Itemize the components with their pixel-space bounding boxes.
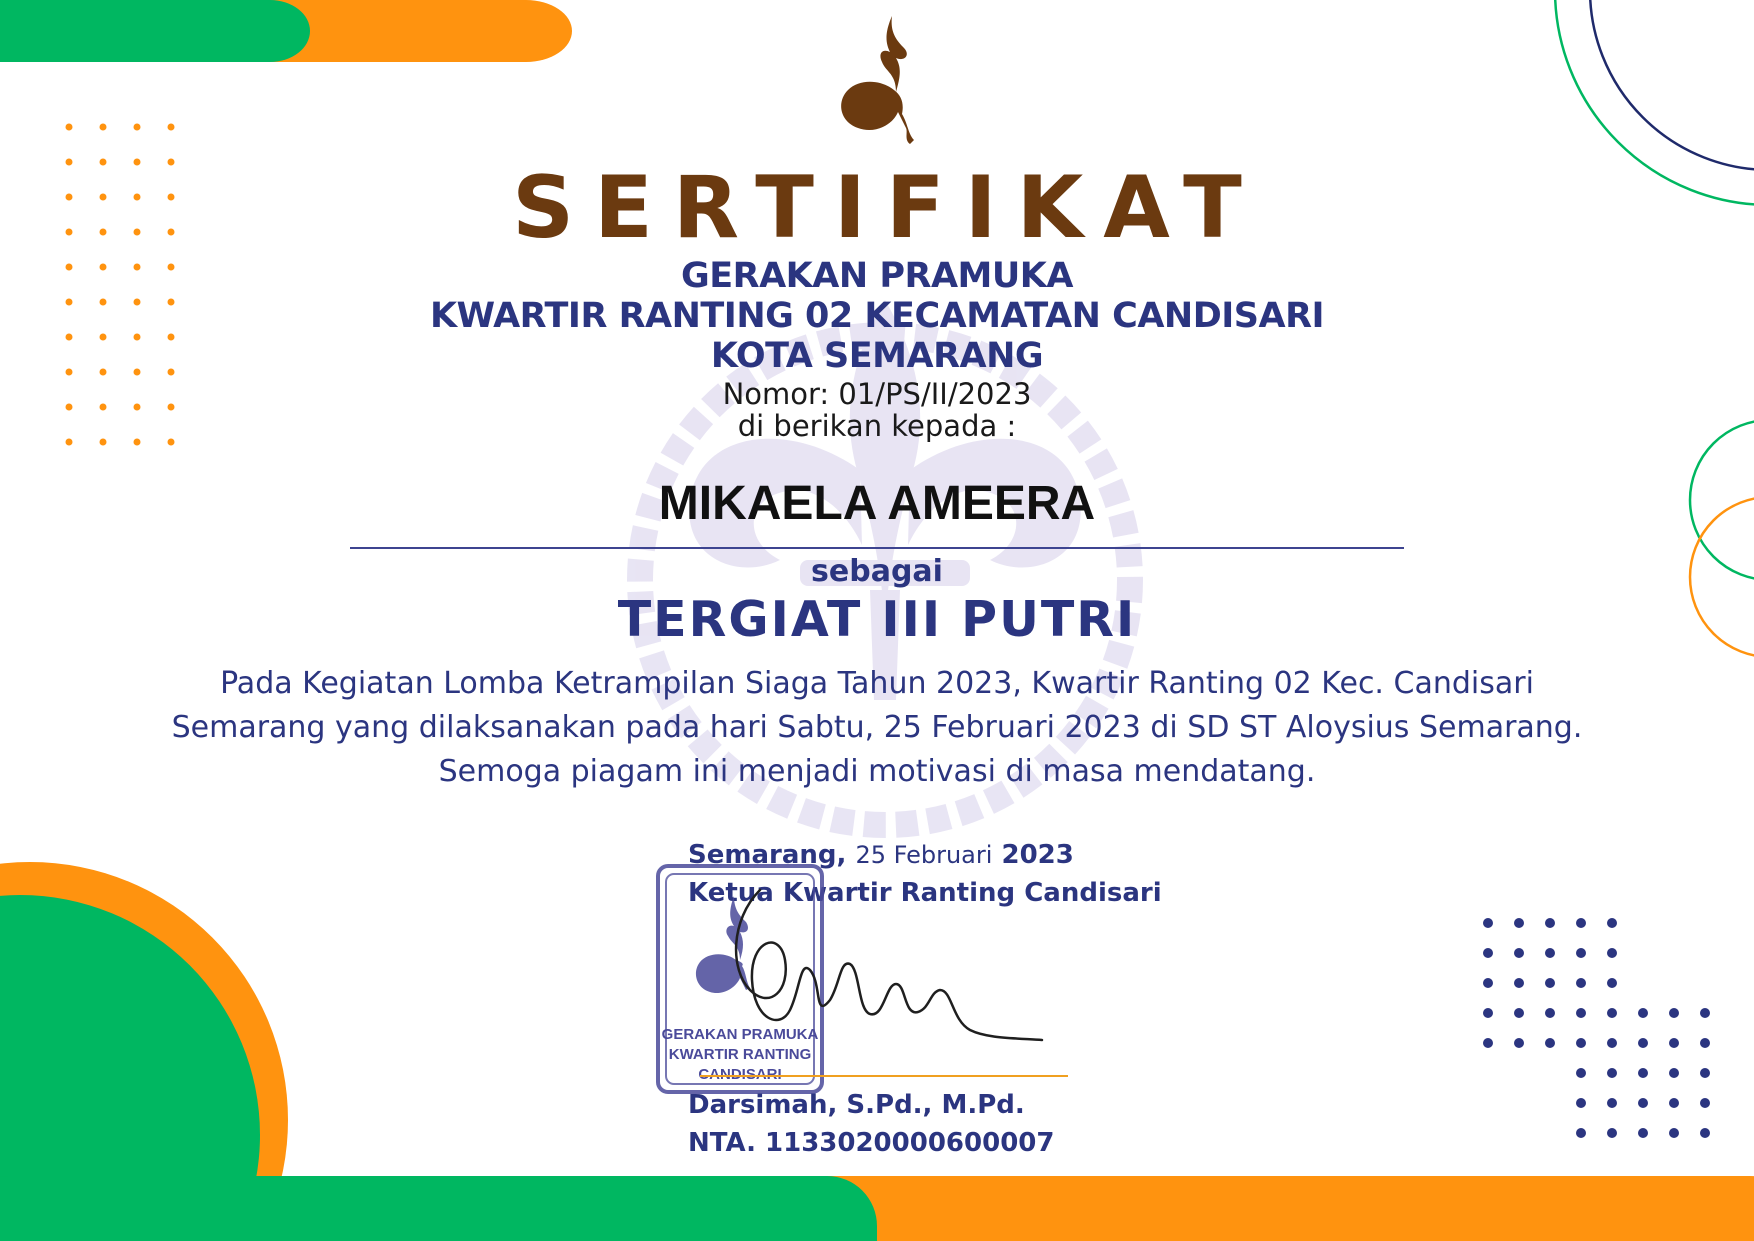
sign-day-month: 25 Februari bbox=[855, 841, 993, 869]
certificate-number: Nomor: 01/PS/II/2023 bbox=[722, 377, 1032, 411]
signature-line bbox=[700, 1075, 1068, 1077]
description-line-1: Pada Kegiatan Lomba Ketrampilan Siaga Tahun 2023, Kwartir Ranting 02 Kec. Candisari bbox=[220, 666, 1534, 701]
name-underline bbox=[350, 547, 1404, 549]
signer-position: Ketua Kwartir Ranting Candisari bbox=[688, 878, 1162, 908]
recipient-role: TERGIAT III PUTRI bbox=[617, 591, 1137, 648]
top-green-bar bbox=[0, 0, 310, 62]
sign-year: 2023 bbox=[1001, 840, 1074, 870]
certificate-title: SERTIFIKAT bbox=[512, 158, 1262, 258]
navy-ring-top bbox=[1590, 0, 1754, 170]
signer-id: NTA. 1133020000600007 bbox=[688, 1128, 1055, 1158]
bottom-green-bar bbox=[0, 1176, 877, 1241]
handwritten-signature bbox=[690, 880, 1070, 1070]
stamp-line-1: GERAKAN PRAMUKA bbox=[661, 1026, 819, 1043]
as-label: sebagai bbox=[811, 554, 943, 589]
given-to-label: di berikan kepada : bbox=[737, 409, 1017, 443]
pramuka-tunas-kelapa-icon bbox=[830, 14, 926, 150]
navy-dot-grid bbox=[1483, 918, 1710, 1138]
signer-name: Darsimah, S.Pd., M.Pd. bbox=[688, 1090, 1025, 1120]
org-line-2: KWARTIR RANTING 02 KECAMATAN CANDISARI bbox=[429, 296, 1325, 336]
description-line-2: Semarang yang dilaksanakan pada hari Sabtu, 25 Februari 2023 di SD ST Aloysius Semarang. bbox=[171, 710, 1583, 745]
org-line-1: GERAKAN PRAMUKA bbox=[680, 256, 1073, 296]
recipient-name: MIKAELA AMEERA bbox=[658, 477, 1096, 530]
stamp-line-2: KWARTIR RANTING bbox=[668, 1046, 812, 1063]
sign-place: Semarang, bbox=[688, 840, 847, 870]
org-line-3: KOTA SEMARANG bbox=[710, 336, 1044, 376]
description-line-3: Semoga piagam ini menjadi motivasi di masa mendatang. bbox=[438, 754, 1316, 789]
